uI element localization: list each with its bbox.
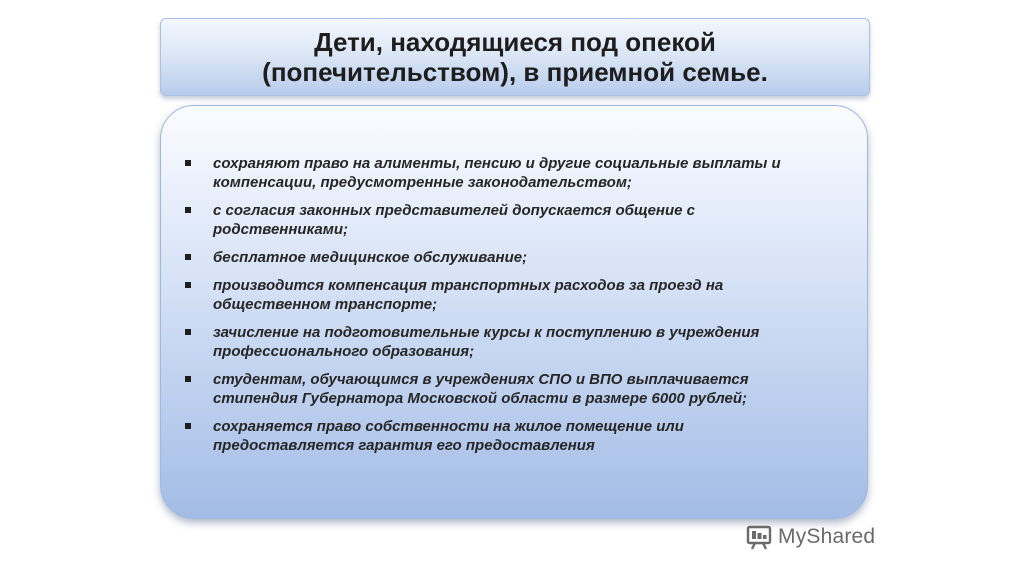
bullet-text: с согласия законных представителей допускается общение с родственниками; <box>213 202 695 238</box>
myshared-logo-icon <box>746 524 772 550</box>
bullet-square-icon <box>185 207 191 213</box>
title-banner <box>160 18 870 96</box>
list-item <box>185 201 825 239</box>
list-item <box>185 370 825 408</box>
bullet-square-icon <box>185 282 191 288</box>
list-item <box>185 417 825 455</box>
slide-title: Дети, находящиеся под опекой (попечительством), в приемной семье. <box>262 27 768 87</box>
list-item <box>185 276 825 314</box>
bullet-text: зачисление на подготовительные курсы к поступлению в учреждения профессионального образования; <box>213 324 760 360</box>
list-item <box>185 154 825 192</box>
bullet-text: сохраняется право собственности на жилое помещение или предоставляется гарантия его предоставления <box>213 418 684 454</box>
list-item <box>185 248 825 267</box>
myshared-watermark[interactable] <box>746 524 875 550</box>
bullet-text: бесплатное медицинское обслуживание; <box>213 249 528 266</box>
bullet-text: студентам, обучающимся в учреждениях СПО и ВПО выплачивается стипендия Губернатора Московской области в размере 6000 рублей; <box>213 371 749 407</box>
bullet-text: производится компенсация транспортных расходов за проезд на общественном транспорте; <box>213 277 724 313</box>
bullet-square-icon <box>185 423 191 429</box>
bullet-square-icon <box>185 160 191 166</box>
watermark-text: MyShared <box>778 525 876 548</box>
bullet-square-icon <box>185 376 191 382</box>
content-panel <box>160 105 868 519</box>
bullet-square-icon <box>185 329 191 335</box>
bullet-square-icon <box>185 254 191 260</box>
bullet-list <box>185 154 825 464</box>
bullet-text: сохраняют право на алименты, пенсию и другие социальные выплаты и компенсации, предусмотренные законодательством; <box>213 155 781 191</box>
list-item <box>185 323 825 361</box>
